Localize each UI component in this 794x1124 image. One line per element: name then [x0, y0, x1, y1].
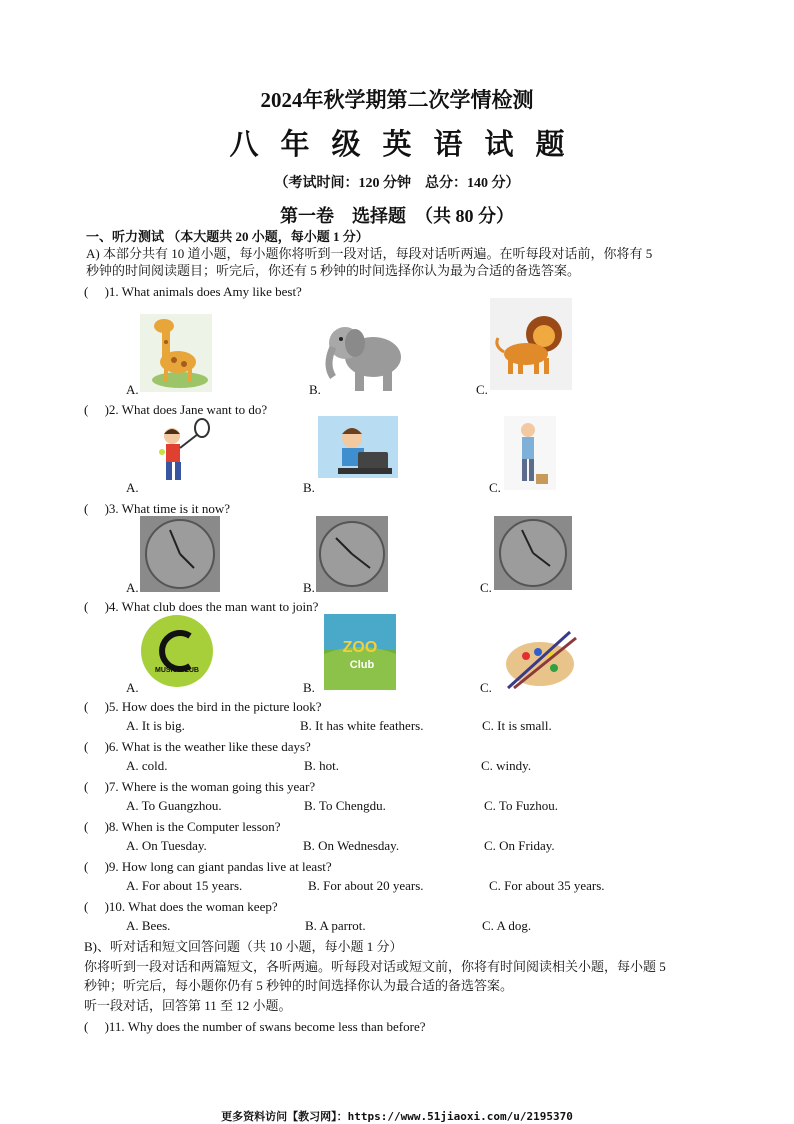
section-b-heading: B)、听对话和短文回答问题（共 10 小题，每小题 1 分）: [84, 939, 403, 954]
standing-boy-picture: [504, 416, 556, 490]
q10-option-a: A. Bees.: [126, 918, 171, 933]
q7-option-b: B. To Chengdu.: [304, 798, 386, 813]
question-10: ( )10. What does the woman keep?: [84, 899, 278, 914]
giraffe-picture: [140, 314, 212, 392]
exam-meta: （考试时间：120 分钟 总分：140 分）: [274, 176, 520, 191]
q2-option-b: B.: [303, 480, 315, 495]
q8-option-c: C. On Friday.: [484, 838, 555, 853]
q5-option-a: A. It is big.: [126, 718, 185, 733]
section-b-instruction-2: 秒钟；听完后，每小题你仍有 5 秒钟的时间选择你认为最合适的备选答案。: [84, 978, 514, 993]
q9-option-b: B. For about 20 years.: [308, 878, 424, 893]
elephant-picture: [321, 313, 407, 395]
question-3: ( )3. What time is it now?: [84, 501, 230, 516]
q3-option-a: A.: [126, 580, 139, 595]
question-7: ( )7. Where is the woman going this year?: [84, 779, 316, 794]
q10-option-b: B. A parrot.: [305, 918, 366, 933]
q1-option-c: C.: [476, 382, 488, 397]
question-2: ( )2. What does Jane want to do?: [84, 402, 268, 417]
q5-option-c: C. It is small.: [482, 718, 552, 733]
computer-boy-picture: [318, 416, 398, 478]
section-a-instruction-2: 秒钟的时间阅读题目；听完后，你还有 5 秒钟的时间选择你认为最为合适的备选答案。: [86, 263, 581, 278]
zoo-club-logo: [324, 614, 396, 690]
q7-option-a: A. To Guangzhou.: [126, 798, 222, 813]
q2-option-a: A.: [126, 480, 139, 495]
zoo-club-text-1: ZOO: [342, 639, 378, 656]
music-club-text: MUSIC CLUB: [155, 667, 199, 674]
q2-option-c: C.: [489, 480, 501, 495]
clock-picture-c: [494, 516, 572, 590]
question-6: ( )6. What is the weather like these days?: [84, 739, 311, 754]
music-club-logo: [140, 614, 214, 688]
q9-option-c: C. For about 35 years.: [489, 878, 605, 893]
q10-option-c: C. A dog.: [482, 918, 532, 933]
part-heading: 第一卷 选择题 （共 80 分）: [280, 206, 514, 226]
q1-option-a: A.: [126, 382, 139, 397]
q6-option-a: A. cold.: [126, 758, 168, 773]
section-b-instruction-1: 你将听到一段对话和两篇短文，各听两遍。听每段对话或短文前，你将有时间阅读相关小题，每小题 5: [84, 959, 666, 974]
art-palette-picture: [498, 624, 580, 692]
q4-option-a: A.: [126, 680, 139, 695]
exam-title: 2024年秋学期第二次学情检测: [260, 88, 534, 112]
footer-link[interactable]: 更多资料访问【教习网】：https://www.51jiaoxi.com/u/2195370: [221, 1110, 573, 1123]
question-4: ( )4. What club does the man want to join?: [84, 599, 319, 614]
question-5: ( )5. How does the bird in the picture look?: [84, 699, 322, 714]
clock-picture-a: [140, 516, 220, 592]
q7-option-c: C. To Fuzhou.: [484, 798, 558, 813]
q6-option-c: C. windy.: [481, 758, 532, 773]
section1-heading: 一、听力测试 （本大题共 20 小题，每小题 1 分）: [86, 229, 369, 244]
section-b-instruction-3: 听一段对话，回答第 11 至 12 小题。: [84, 998, 292, 1013]
tennis-boy-picture: [140, 416, 220, 490]
q8-option-b: B. On Wednesday.: [303, 838, 400, 853]
q6-option-b: B. hot.: [304, 758, 340, 773]
q3-option-b: B.: [303, 580, 315, 595]
clock-picture-b: [316, 516, 388, 592]
q9-option-a: A. For about 15 years.: [126, 878, 243, 893]
question-8: ( )8. When is the Computer lesson?: [84, 819, 281, 834]
lion-picture: [490, 298, 572, 390]
q3-option-c: C.: [480, 580, 492, 595]
q4-option-c: C.: [480, 680, 492, 695]
question-1: ( )1. What animals does Amy like best?: [84, 284, 302, 299]
exam-subject-title: 八年级英语试题: [229, 129, 587, 161]
q1-option-b: B.: [309, 382, 321, 397]
section-a-instruction-1: A) 本部分共有 10 道小题，每小题你将听到一段对话，每段对话听两遍。在听每段对话前，你将有 5: [86, 246, 653, 261]
question-9: ( )9. How long can giant pandas live at least?: [84, 859, 332, 874]
zoo-club-text-2: Club: [349, 659, 375, 671]
q4-option-b: B.: [303, 680, 315, 695]
q8-option-a: A. On Tuesday.: [126, 838, 207, 853]
question-11: ( )11. Why does the number of swans become less than before?: [84, 1019, 426, 1034]
q5-option-b: B. It has white feathers.: [300, 718, 424, 733]
